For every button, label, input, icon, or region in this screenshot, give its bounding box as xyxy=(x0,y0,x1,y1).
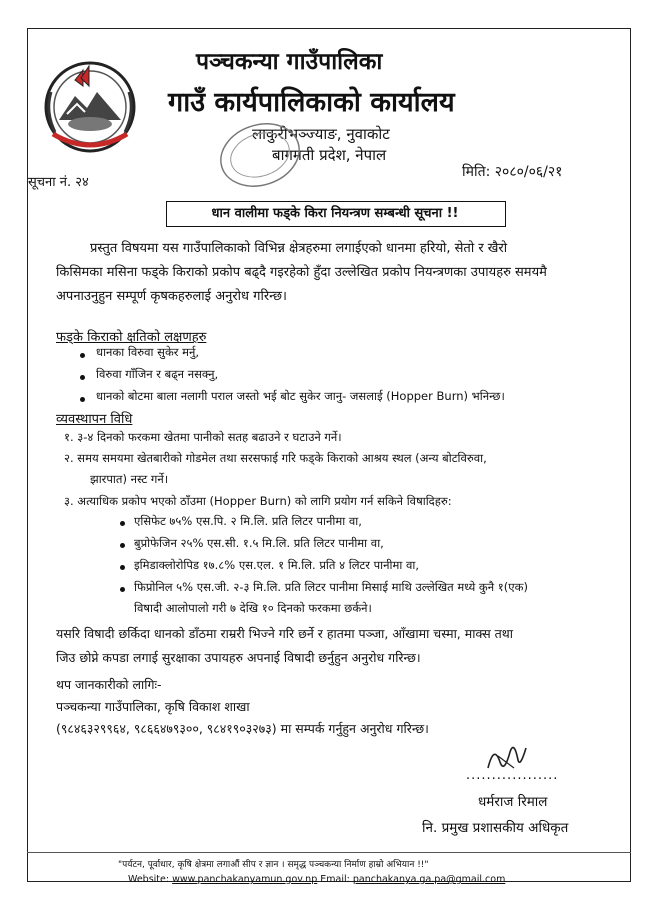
management-heading: व्यवस्थापन विधि xyxy=(56,412,133,427)
management-item-3: ३. अत्याधिक प्रकोप भएको ठाँउमा (Hopper Burn) को लागि प्रयोग गर्न सकिने विषादिहरु: xyxy=(64,494,452,508)
signatory-designation: नि. प्रमुख प्रशासकीय अधिकृत xyxy=(422,820,569,836)
footer-divider xyxy=(27,852,631,853)
bullet xyxy=(120,543,125,548)
address-line-2: बागमती प्रदेश, नेपाल xyxy=(272,146,387,164)
office-name: गाउँ कार्यपालिकाको कार्यालय xyxy=(168,87,455,118)
safety-line-2: जिउ छोप्ने कपडा लगाई सुरक्षाका उपायहरु अपनाई विषादी छर्नुहुन अनुरोध गरिन्छ। xyxy=(56,650,421,665)
address-line-1: लाकुरीभञ्ज्याङ, नुवाकोट xyxy=(252,125,390,143)
intro-line-2: किसिमका मसिना फड्के किराको प्रकोप बढ्दै गइरहेको हुँदा उल्लेखित प्रकोप नियन्त्रणका उपायहरु समयमै xyxy=(56,265,547,280)
symptoms-heading: फड्के किराको क्षतिको लक्षणहरु xyxy=(56,330,207,345)
notice-number: सूचना नं. २४ xyxy=(28,175,89,190)
notice-date: मिति: २०८०/०६/२१ xyxy=(462,164,563,180)
safety-line-1: यसरि विषादी छर्किदा धानको डाँठमा राम्ररी भिज्ने गरि छर्ने र हातमा पञ्जा, आँखामा चस्मा, माक्स तथा xyxy=(56,626,513,641)
symptom-item: धानका विरुवा सुकेर मर्नु, xyxy=(96,345,200,359)
website-label: Website: xyxy=(128,874,173,885)
pesticide-item: एसिफेट ७५% एस.पि. २ मि.लि. प्रति लिटर पानीमा वा, xyxy=(134,514,362,528)
email-label: Email: xyxy=(317,874,353,885)
management-item-1: १. ३-४ दिनको फरकमा खेतमा पानीको सतह बढाउने र घटाउने गर्ने। xyxy=(64,430,342,444)
pesticide-continuation: विषादी आलोपालो गरी ७ देखि १० दिनको फरकमा छर्कने। xyxy=(134,601,372,615)
contact-dept: पञ्चकन्या गाउँपालिका, कृषि विकाश शाखा xyxy=(56,699,250,714)
bullet xyxy=(120,521,125,526)
symptom-item: धानको बोटमा बाला नलागी पराल जस्तो भई बोट सुकेर जानु- जसलाई (Hopper Burn) भनिन्छ। xyxy=(96,389,505,403)
municipality-name: पञ्चकन्या गाउँपालिका xyxy=(196,49,383,75)
notice-title: धान वालीमा फड्के किरा नियन्त्रण सम्बन्धी सूचना !! xyxy=(211,206,459,221)
bullet xyxy=(80,397,85,402)
intro-line-3: अपनाउनुहुन सम्पूर्ण कृषकहरुलाई अनुरोध गरिन्छ। xyxy=(56,289,287,304)
signatory-name: धर्मराज रिमाल xyxy=(478,794,548,810)
bullet xyxy=(80,353,85,358)
management-item-2: २. समय समयमा खेतबारीको गोडमेल तथा सरसफाई गरि फड्के किराको आश्रय स्थल (अन्य बोटविरुवा, xyxy=(64,451,487,465)
bullet xyxy=(80,375,85,380)
pesticide-item: फिप्रोनिल ५% एस.जी. २-३ मि.लि. प्रति लिटर पानीमा मिसाई माथि उल्लेखित मध्ये कुनै १(एक) xyxy=(134,580,528,594)
footer-contact xyxy=(128,874,505,885)
office-stamp xyxy=(214,120,306,190)
nepal-government-emblem xyxy=(37,52,143,158)
signature-line: .................. xyxy=(466,768,559,783)
bullet xyxy=(120,565,125,570)
footer-slogan: "पर्यटन, पूर्वाधार, कृषि क्षेत्रमा लगाऔं सीप र ज्ञान । समृद्ध पञ्चकन्या निर्माण हाम्रो अभियान !!" xyxy=(118,860,429,870)
email-link[interactable]: panchakanya.ga.pa@gmail.com xyxy=(352,874,506,885)
symptom-item: विरुवा गाँजिन र बढ्न नसक्नु, xyxy=(96,367,219,381)
pesticide-item: बुप्रोफेजिन २५% एस.सी. १.५ मि.लि. प्रति लिटर पानीमा वा, xyxy=(134,536,384,550)
website-link[interactable]: www.panchakanyamun.gov.np xyxy=(172,874,318,885)
pesticide-item: इमिडाक्लोरोपिड १७.८% एस.एल. १ मि.लि. प्रति ४ लिटर पानीमा वा, xyxy=(134,558,420,572)
intro-line-1: प्रस्तुत विषयमा यस गाउँपालिकाको विभिन्न क्षेत्रहरुमा लगाईएको धानमा हरियो, सेतो र खैरो xyxy=(90,241,508,256)
bullet xyxy=(120,587,125,592)
contact-phones: (९८४६३२९९६४, ९८६६४७९३००, ९८४१९०३२७३) मा सम्पर्क गर्नुहुन अनुरोध गरिन्छ। xyxy=(56,721,429,736)
contact-label: थप जानकारीको लागिः- xyxy=(56,677,162,692)
management-item-2-cont: झारपात) नस्ट गर्ने। xyxy=(90,472,169,486)
